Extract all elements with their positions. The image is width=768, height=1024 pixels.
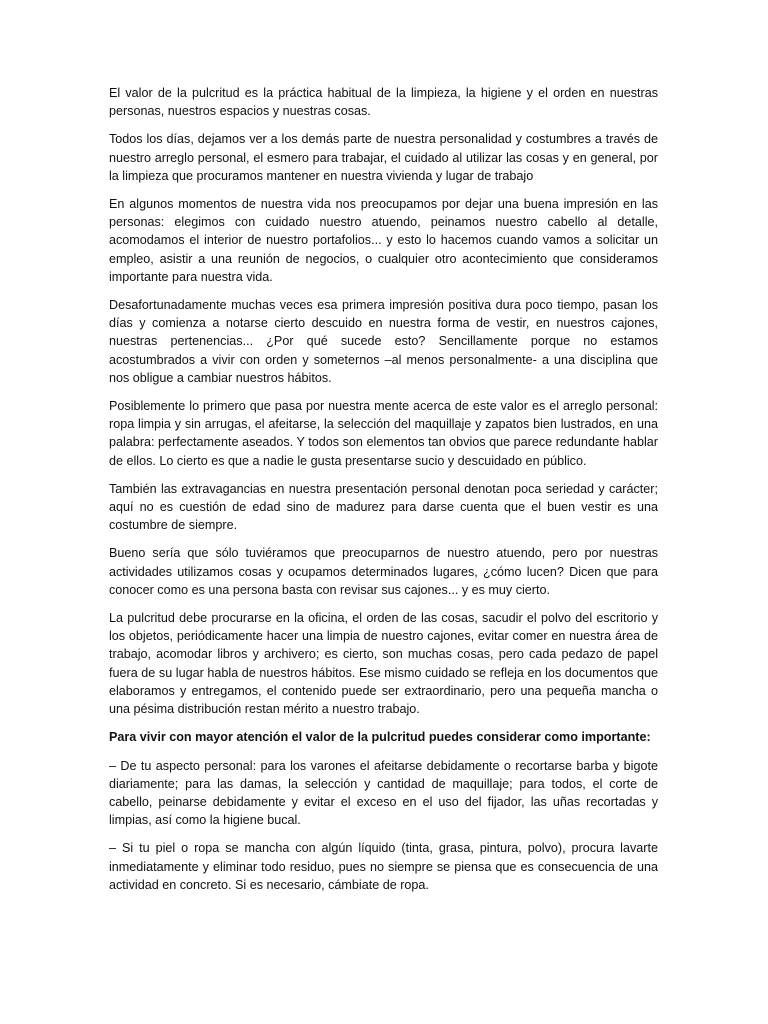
paragraph-impression: En algunos momentos de nuestra vida nos preocupamos por dejar una buena impresión en las personas: elegimos con cuidado nuestro atuendo, peinamos nuestro cabello al detalle, acomodamos el interior de nuestro portafolios... y esto lo hacemos cuando vamos a solicitar un empleo, asistir a una reunión de negocios, o cualquier otro acontecimiento que consideramos importante para nuestra vida.: [109, 197, 658, 284]
paragraph-extravagance: También las extravagancias en nuestra presentación personal denotan poca seriedad y carácter; aquí no es cuestión de edad sino de madurez para darse cuenta que el buen vestir es una costumbre de siempre.: [109, 481, 658, 533]
paragraph-daily: Todos los días, dejamos ver a los demás parte de nuestra personalidad y costumbres a través de nuestro arreglo personal, el esmero para trabajar, el cuidado al utilizar las cosas y en general, por la limpieza que procuramos mantener en nuestra vivienda y lugar de trabajo: [109, 132, 658, 183]
section-heading: Para vivir con mayor atención el valor de la pulcritud puedes considerar como importante:: [109, 730, 651, 745]
list-item-personal-aspect: – De tu aspecto personal: para los varones el afeitarse debidamente o recortarse barba y bigote diariamente; para las damas, la selección y cantidad de maquillaje; para todos, el corte de cabello, peinarse debidamente y evitar el exceso en el uso del fijador, las uñas recortadas y limpias, así como la higiene bucal.: [109, 758, 658, 828]
paragraph-grooming: Posiblemente lo primero que pasa por nuestra mente acerca de este valor es el arreglo personal: ropa limpia y sin arrugas, el afeitarse, la selección del maquillaje y zapatos bien lustrados, en una palabra: perfectamente aseados. Y todos son elementos tan obvios que parece redundante hablar de ellos. Lo cierto es que a nadie le gusta presentarse sucio y descuidado en público.: [109, 399, 658, 468]
paragraph-unfortunately: Desafortunadamente muchas veces esa primera impresión positiva dura poco tiempo, pasan los días y comienza a notarse cierto descuido en nuestra forma de vestir, en nuestros cajones, nuestras pertenencias... ¿Por qué sucede esto? Sencillamente porque no estamos acostumbrados a vivir con orden y someternos –al menos personalmente- a una disciplina que nos obligue a cambiar nuestros hábitos.: [109, 298, 658, 385]
paragraph-drawers: Bueno sería que sólo tuviéramos que preocuparnos de nuestro atuendo, pero por nuestras actividades utilizamos cosas y ocupamos determinados lugares, ¿cómo lucen? Dicen que para conocer como es una persona basta con revisar sus cajones... y es muy cierto.: [109, 546, 658, 597]
paragraph-intro: El valor de la pulcritud es la práctica habitual de la limpieza, la higiene y el orden en nuestras personas, nuestros espacios y nuestras cosas.: [109, 86, 658, 119]
paragraph-office: La pulcritud debe procurarse en la oficina, el orden de las cosas, sacudir el polvo del escritorio y los objetos, periódicamente hacer una limpia de nuestro cajones, evitar comer en nuestra área de trabajo, acomodar libros y archivero; es cierto, son muchas cosas, pero cada pedazo de papel fuera de su lugar habla de nuestros hábitos. Ese mismo cuidado se refleja en los documentos que elaboramos y entregamos, el contenido puede ser extraordinario, pero una pequeña mancha o una pésima distribución restan mérito a nuestro trabajo.: [109, 611, 658, 717]
document-page: [109, 84, 658, 904]
list-item-stains: – Si tu piel o ropa se mancha con algún líquido (tinta, grasa, pintura, polvo), procura lavarte inmediatamente y eliminar todo residuo, pues no siempre se piensa que es consecuencia de una actividad en concreto. Si es necesario, cámbiate de ropa.: [109, 841, 658, 892]
